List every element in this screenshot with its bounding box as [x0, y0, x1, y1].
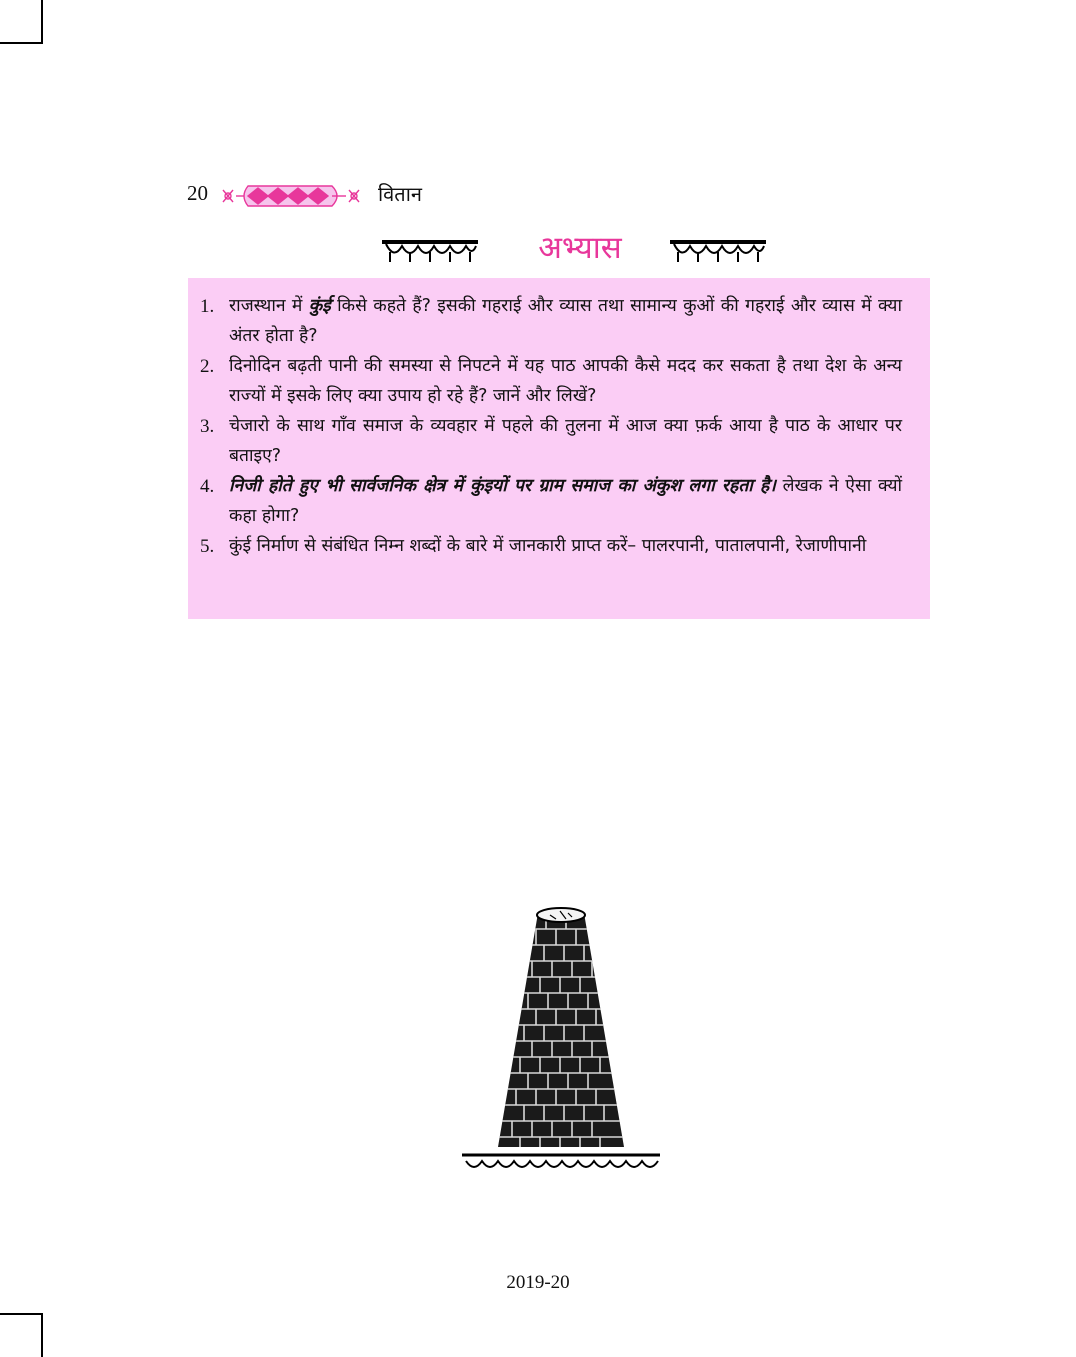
question-emphasis: निजी होते हुए भी सार्वजनिक क्षेत्र में कुंइयों पर ग्राम समाज का अंकुश लगा रहता है।: [229, 476, 776, 496]
heading-ornament-left-icon: [380, 236, 480, 266]
crop-mark-top-left: [0, 0, 43, 44]
page-number: 20: [187, 181, 208, 205]
heading-text: अभ्यास: [538, 230, 622, 266]
question-number: 1.: [200, 296, 215, 317]
question-text: [229, 532, 902, 562]
question-number: 3.: [200, 416, 215, 437]
question-item: [200, 532, 902, 562]
book-title: वितान: [378, 182, 422, 206]
question-text-part: राजस्थान में: [229, 296, 309, 316]
question-emphasis: कुंई: [308, 296, 331, 316]
section-heading: [380, 226, 780, 272]
question-item: [200, 292, 902, 351]
crop-mark-bottom-left: [0, 1313, 43, 1357]
question-text: [229, 412, 902, 471]
kui-well-illustration: [456, 905, 666, 1175]
question-number: 4.: [200, 476, 215, 497]
question-number: 5.: [200, 536, 215, 557]
header-ornament-icon: [220, 178, 362, 214]
question-text-part: किसे कहते हैं? इसकी गहराई और व्यास तथा सामान्य कुओं की गहराई और व्यास में क्या अंतर होता है?: [229, 296, 902, 346]
question-text-part: लेखक ने ऐसा क्यों कहा होगा?: [229, 476, 903, 526]
question-text: [229, 292, 902, 351]
question-item: [200, 352, 902, 411]
question-text-part: कुंई निर्माण से संबंधित निम्न शब्दों के बारे में जानकारी प्राप्त करें– पालरपानी, पातालपानी, रेजाणीपानी: [229, 536, 867, 556]
question-text: [229, 352, 902, 411]
question-text-part: दिनोदिन बढ़ती पानी की समस्या से निपटने में यह पाठ आपकी कैसे मदद कर सकता है तथा देश के अन्य राज्यों में इसके लिए क्या उपाय हो रहे हैं? जानें और लिखें?: [229, 356, 902, 406]
year-footer: 2019-20: [506, 1272, 570, 1293]
question-item: [200, 472, 902, 531]
exercise-box: [188, 278, 930, 619]
question-text: [229, 472, 902, 531]
heading-ornament-right-icon: [668, 236, 768, 266]
question-text-part: चेजारो के साथ गाँव समाज के व्यवहार में पहले की तुलना में आज क्या फ़र्क आया है पाठ के आधार पर बताइए?: [229, 416, 902, 466]
question-number: 2.: [200, 356, 215, 377]
question-item: [200, 412, 902, 471]
